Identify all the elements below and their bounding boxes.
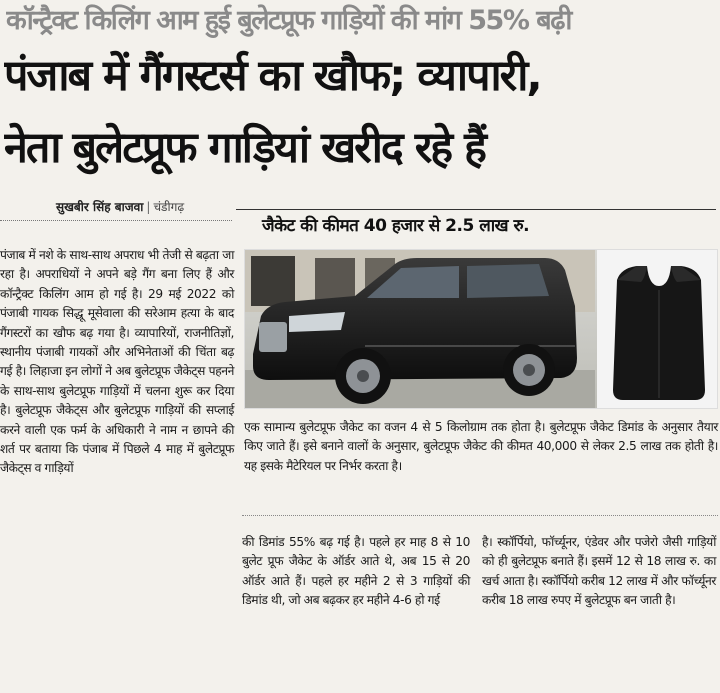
headline-line-2: नेता बुलेटप्रूफ गाड़ियां खरीद रहे हैं bbox=[4, 123, 485, 173]
column-2-text: की डिमांड 55% बढ़ गई है। पहले हर माह 8 से 10 बुलेट प्रूफ जैकेट के ऑर्डर आते थे, अब 15 से 20 ऑर्डर आते हैं। पहले हर महीने 2 से 3 गाड़ियों की डिमांड थी, जो अब बढ़कर हर महीने 4-6 हो गई bbox=[242, 535, 470, 608]
subhead-rule bbox=[236, 209, 716, 210]
byline bbox=[56, 198, 184, 215]
byline-separator: | bbox=[146, 200, 151, 214]
column-3-text: है। स्कॉर्पियो, फॉर्च्यूनर, एंडेवर और पजेरो जैसी गाड़ियों को ही बुलेटप्रूफ बनाते हैं। इसमें 12 से 18 लाख रु. का खर्च आता है। स्कॉर्पियो करीब 12 लाख में और फॉर्च्यूनर करीब 18 लाख रुपए में बुलेटप्रूफ बन जाती है। bbox=[482, 535, 716, 608]
byline-dotted-rule bbox=[0, 220, 232, 221]
byline-place: चंडीगढ़ bbox=[153, 200, 185, 214]
section-divider bbox=[242, 515, 718, 516]
kicker-headline: कॉन्ट्रैक्ट किलिंग आम हुई बुलेटप्रूफ गाड़ियों की मांग 55% बढ़ी bbox=[6, 5, 571, 36]
subhead: जैकेट की कीमत 40 हजार से 2.5 लाख रु. bbox=[262, 216, 530, 236]
left-column-text: पंजाब में नशे के साथ-साथ अपराध भी तेजी से बढ़ता जा रहा है। अपराधियों ने अपने बड़े गैंग बना लिए हैं और कॉन्ट्रैक्ट किलिंग आम हो गई है। 29 मई 2022 को पंजाबी गायक सिद्धू मूसेवाला की सरेआम हत्या के बाद गैंगस्टरों का खौफ बढ़ गया है। व्यापारियों, राजनीतिज्ञों, स्थानीय पंजाबी गायकों और अभिनेताओं की चिंता बढ़ गई है। लिहाजा इन लोगों ने अब बुलेटप्रूफ जैकेट्स पहनने के साथ-साथ बुलेटप्रूफ गाड़ियों में चलना शुरू कर दिया है। बुलेटप्रूफ जैकेट्स और बुलेटप्रूफ गाड़ियों की सप्लाई करने वाली एक फर्म के अधिकारी ने नाम न छापने की शर्त पर बताया कि पंजाब में पिछले 4 माह में बुलेटप्रूफ जैकेट्स व गाड़ियों bbox=[0, 248, 234, 476]
headline-line-1: पंजाब में गैंगस्टर्स का खौफ; व्यापारी, bbox=[4, 51, 541, 101]
article-photo bbox=[244, 249, 718, 409]
photo-illustration bbox=[245, 250, 718, 409]
byline-author: सुखबीर सिंह बाजवा bbox=[56, 200, 144, 214]
window-left bbox=[251, 256, 295, 306]
photo-caption-paragraph: एक सामान्य बुलेटप्रूफ जैकेट का वजन 4 से 5 किलोग्राम तक होता है। बुलेटप्रूफ जैकेट डिमांड के अनुसार तैयार किए जाते हैं। इसे बनाने वालों के अनुसार, बुलेटप्रूफ जैकेट की कीमत 40,000 से लेकर 2.5 लाख तक होती है। यह इसके मैटेरियल पर निर्भर करता है। bbox=[244, 420, 718, 473]
